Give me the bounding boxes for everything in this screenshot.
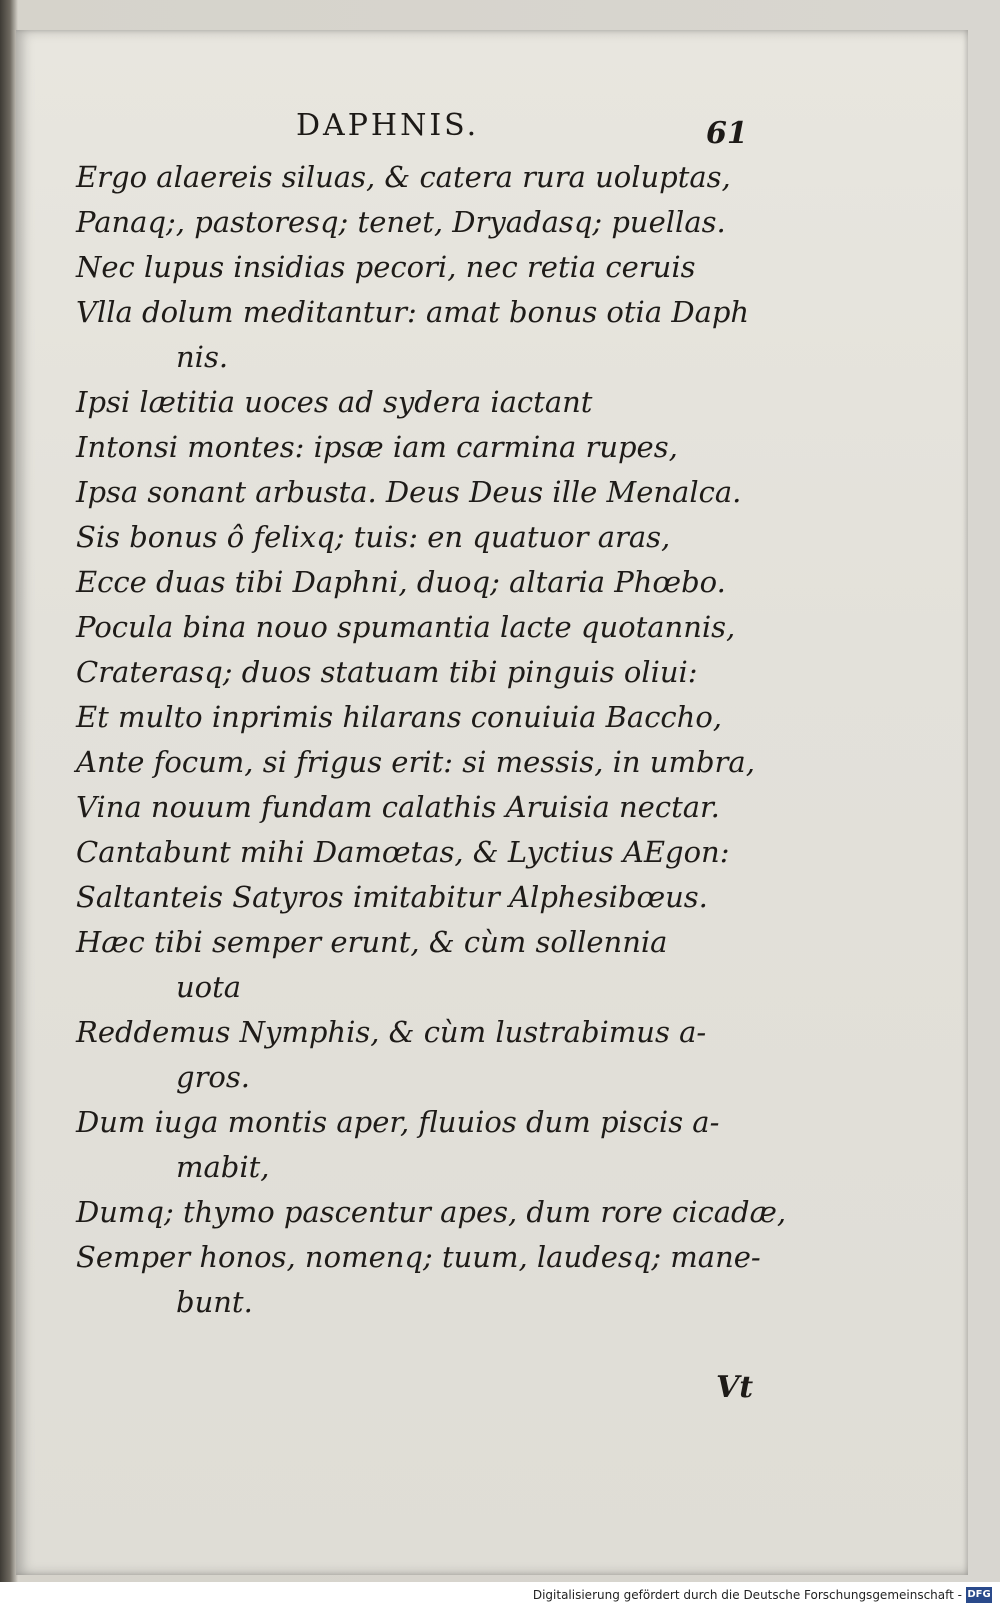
verse-line: Panaq;, pastoresq; tenet, Dryadasq; puellas. xyxy=(76,205,726,239)
book-page xyxy=(16,30,968,1575)
verse-line: nis. xyxy=(176,340,229,374)
verse-line: Saltanteis Satyros imitabitur Alphesibœus. xyxy=(76,880,708,914)
digitization-credit: Digitalisierung gefördert durch die Deutsche Forschungsgemeinschaft - xyxy=(532,1588,962,1602)
running-head: DAPHNIS. xyxy=(296,108,480,143)
verse-line: Et multo inprimis hilarans conuiuia Baccho, xyxy=(76,700,723,734)
verse-line: Hæc tibi semper erunt, & cùm sollennia xyxy=(76,925,668,959)
verse-line: Reddemus Nymphis, & cùm lustrabimus a- xyxy=(76,1015,707,1049)
page-header xyxy=(16,80,968,151)
verse-line: Dumq; thymo pascentur apes, dum rore cicadæ, xyxy=(76,1195,787,1229)
verse-line: Nec lupus insidias pecori, nec retia ceruis xyxy=(76,250,696,284)
verse-line: Ecce duas tibi Daphni, duoq; altaria Phœbo. xyxy=(76,565,726,599)
page-number: 61 xyxy=(706,116,748,151)
verse-line: Vlla dolum meditantur: amat bonus otia Daph xyxy=(76,295,750,329)
verse-line: mabit, xyxy=(176,1150,270,1184)
verse-line: Sis bonus ô felixq; tuis: en quatuor aras, xyxy=(76,520,671,554)
verse-line: bunt. xyxy=(176,1285,253,1319)
verse-line: Dum iuga montis aper, fluuios dum piscis a- xyxy=(76,1105,720,1139)
verse-line: Ipsi lætitia uoces ad sydera iactant xyxy=(76,385,593,419)
verse-text xyxy=(76,155,856,1325)
verse-line: Ipsa sonant arbusta. Deus Deus ille Menalca. xyxy=(76,475,742,509)
footer-bar xyxy=(0,1582,1000,1611)
verse-line: Vina nouum fundam calathis Aruisia nectar. xyxy=(76,790,720,824)
verse-line: gros. xyxy=(176,1060,250,1094)
verse-line: Craterasq; duos statuam tibi pinguis oliui: xyxy=(76,655,698,689)
verse-line: Pocula bina nouo spumantia lacte quotannis, xyxy=(76,610,736,644)
verse-line: Semper honos, nomenq; tuum, laudesq; mane- xyxy=(76,1240,761,1274)
verse-line: Cantabunt mihi Damœtas, & Lyctius AEgon: xyxy=(76,835,730,869)
dfg-logo-icon: DFG xyxy=(966,1587,992,1603)
verse-line: Intonsi montes: ipsæ iam carmina rupes, xyxy=(76,430,678,464)
verse-line: uota xyxy=(176,970,242,1004)
verse-line: Ante focum, si frigus erit: si messis, in umbra, xyxy=(76,745,755,779)
catchword: Vt xyxy=(716,1370,754,1405)
verse-line: Ergo alaereis siluas, & catera rura uoluptas, xyxy=(76,160,731,194)
